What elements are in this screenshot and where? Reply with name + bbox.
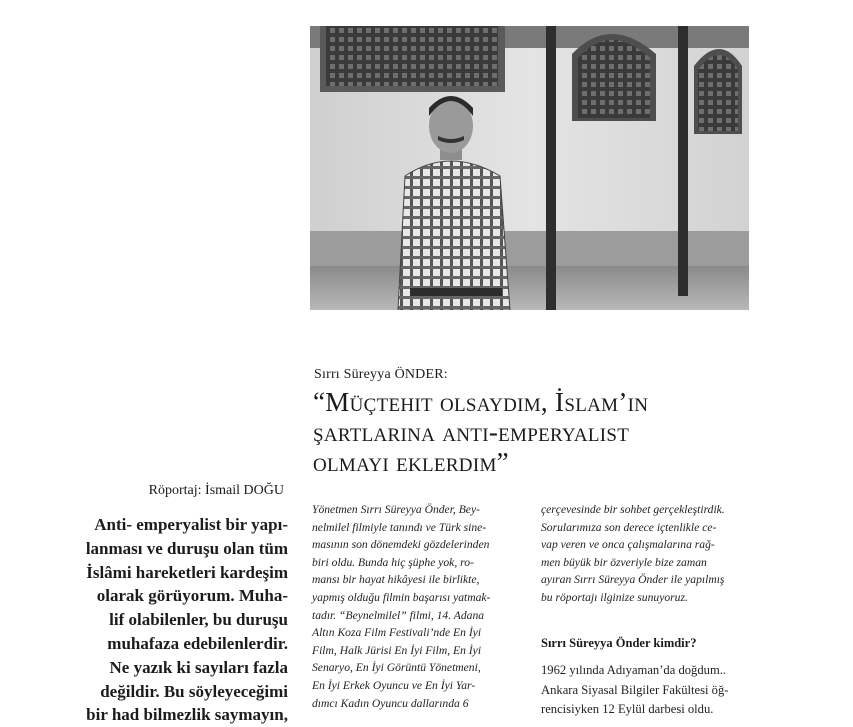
intro-line: dımcı Kadın Oyuncu dallarında 6 (312, 696, 469, 710)
pull-quote-line: Anti- emperyalist bir yapı- (94, 515, 288, 534)
body-line: 1962 yılında Adıyaman’da doğdum.. (541, 663, 727, 677)
intro-line: ayıran Sırrı Süreyya Önder ile yapılmış (541, 573, 725, 587)
intro-line: tadır. “Beynelmilel” filmi, 14. Adana (312, 608, 485, 622)
intro-line: mansı bir hayat hikâyesi ile birlikte, (312, 573, 480, 587)
article-byline: Röportaj: İsmail DOĞU (148, 483, 284, 498)
headline-line: “Müçtehit olsaydım, İslam’ın (313, 387, 649, 417)
pull-quote-line: olarak görüyorum. Muha- (96, 586, 288, 606)
body-line: Ankara Siyasal Bilgiler Fakültesi öğ- (541, 682, 729, 697)
body-column-right (541, 661, 755, 720)
intro-line: Film, Halk Jürisi En İyi Film, En İyi (312, 643, 482, 657)
article-photo (310, 26, 749, 310)
pull-quote-line: lif olabilenler, bu duruşu (109, 610, 288, 630)
headline-line: şartlarına anti-emperyalist (313, 417, 630, 447)
intro-line: masının son dönemdeki gözdelerinden (312, 538, 490, 552)
pull-quote-line: muhafaza edebilenlerdir. (107, 633, 288, 653)
portrait-photo-image (310, 26, 749, 310)
intro-line: Sorularımıza son derece içtenlikle ce- (541, 520, 717, 534)
intro-line: men büyük bir özveriyle bize zaman (541, 555, 707, 569)
intro-line: çerçevesinde bir sohbet gerçekleştirdik. (541, 503, 725, 516)
intro-line: Altın Koza Film Festivali’nde En İyi (312, 626, 482, 640)
intro-line: biri oldu. Bunda hiç şüphe yok, ro- (312, 555, 474, 569)
intro-line: Senaryo, En İyi Görüntü Yönetmeni, (312, 661, 481, 675)
intro-line: yapmış olduğu filmin başarısı yatmak- (312, 590, 491, 604)
section-heading: Sırrı Süreyya Önder kimdir? (541, 636, 697, 650)
body-line: rencisiyken 12 Eylül darbesi oldu. (541, 702, 714, 716)
headline-line: olmayı eklerdim” (313, 447, 509, 477)
intro-line: En İyi Erkek Oyuncu ve En İyi Yar- (312, 678, 476, 692)
intro-column-right (541, 501, 755, 607)
intro-line: nelmilel filmiyle tanındı ve Türk sine- (312, 520, 487, 534)
intro-line: bu röportajı ilginize sunuyoruz. (541, 590, 688, 604)
pull-quote-line: İslâmi hareketleri kardeşim (86, 562, 288, 582)
intro-line: vap veren ve onca çalışmalarına rağ- (541, 538, 715, 552)
pull-quote-line: bir had bilmezlik saymayın, (86, 705, 288, 725)
pull-quote-line: Ne yazık ki sayıları fazla (109, 657, 288, 677)
pull-quote-line: lanması ve duruşu olan tüm (85, 538, 288, 558)
intro-line: Yönetmen Sırrı Süreyya Önder, Bey- (312, 503, 480, 516)
pull-quote-line: değildir. Bu söyleyeceğimi (100, 681, 288, 701)
article-headline (313, 387, 783, 477)
pull-quote (72, 513, 288, 727)
intro-column-left (312, 501, 526, 712)
article-kicker: Sırrı Süreyya ÖNDER: (314, 367, 448, 382)
